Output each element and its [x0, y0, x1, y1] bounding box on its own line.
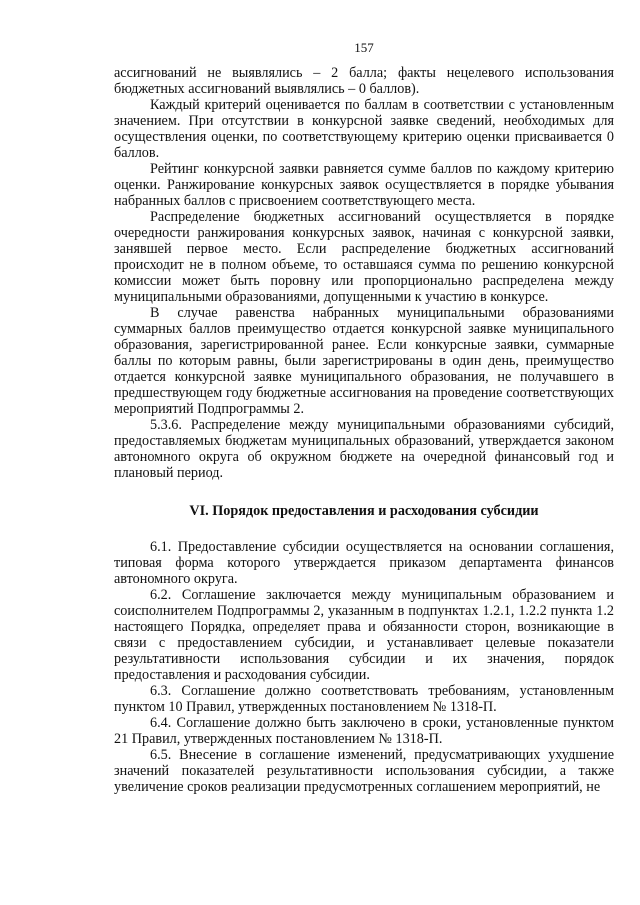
paragraph-6-1: 6.1. Предоставление субсидии осуществляется на основании соглашения, типовая форма которого утверждается приказом департамента финансов автономного округа. — [114, 539, 614, 587]
section-heading: VI. Порядок предоставления и расходования субсидии — [189, 503, 539, 519]
paragraph-equal-scores: В случае равенства набранных муниципальными образованиями суммарных баллов преимущество отдается конкурсной заявке муниципального образования, зарегистрированной ранее. Если конкурсные заявки, суммарные баллы по которым равны, были зарегистрированы в один день, преимущество отдается конкурсной заявке муниципального образования, не получавшего в предшествующем году бюджетные ассигнования на проведение соответствующих мероприятий Подпрограммы 2. — [114, 305, 614, 417]
paragraph-5-3-6: 5.3.6. Распределение между муниципальными образованиями субсидий, предоставляемых бюджетам муниципальных образований, утверждается законом автономного округа об окружном бюджете на очередной финансовый год и плановый период. — [114, 417, 614, 481]
paragraph-6-3: 6.3. Соглашение должно соответствовать требованиям, установленным пунктом 10 Правил, утвержденных постановлением № 1318-П. — [114, 683, 614, 715]
paragraph-continuation: ассигнований не выявлялись – 2 балла; факты нецелевого использования бюджетных ассигнований выявлялись – 0 баллов). — [114, 65, 614, 97]
paragraph-6-4: 6.4. Соглашение должно быть заключено в сроки, установленные пунктом 21 Правил, утвержденных постановлением № 1318-П. — [114, 715, 614, 747]
paragraph-criteria-scoring: Каждый критерий оценивается по баллам в соответствии с установленным значением. При отсутствии в конкурсной заявке сведений, необходимых для осуществления оценки, по соответствующему критерию оценки присваивается 0 баллов. — [114, 97, 614, 161]
paragraph-6-2: 6.2. Соглашение заключается между муниципальным образованием и соисполнителем Подпрограммы 2, указанным в подпунктах 1.2.1, 1.2.2 пункта 1.2 настоящего Порядка, определяет права и обязанности сторон, возникающие в связи с предоставлением субсидии, и устанавливает целевые показатели результативности использования субсидии и их значения, порядок предоставления и расходования субсидии. — [114, 587, 614, 683]
paragraph-rating: Рейтинг конкурсной заявки равняется сумме баллов по каждому критерию оценки. Ранжирование конкурсных заявок осуществляется в порядке убывания набранных баллов с присвоением соответствующего места. — [114, 161, 614, 209]
paragraph-distribution: Распределение бюджетных ассигнований осуществляется в порядке очередности ранжирования конкурсных заявок, начиная с конкурсной заявки, занявшей первое место. Если распределение бюджетных ассигнований происходит не в полном объеме, то оставшаяся сумма по решению конкурсной комиссии может быть поровну или пропорционально распределена между муниципальными образованиями, допущенными к участию в конкурсе. — [114, 209, 614, 305]
paragraph-6-5: 6.5. Внесение в соглашение изменений, предусматривающих ухудшение значений показателей результативности использования субсидии, а также увеличение сроков реализации предусмотренных соглашением мероприятий, не — [114, 747, 614, 795]
page-number: 157 — [354, 40, 374, 55]
